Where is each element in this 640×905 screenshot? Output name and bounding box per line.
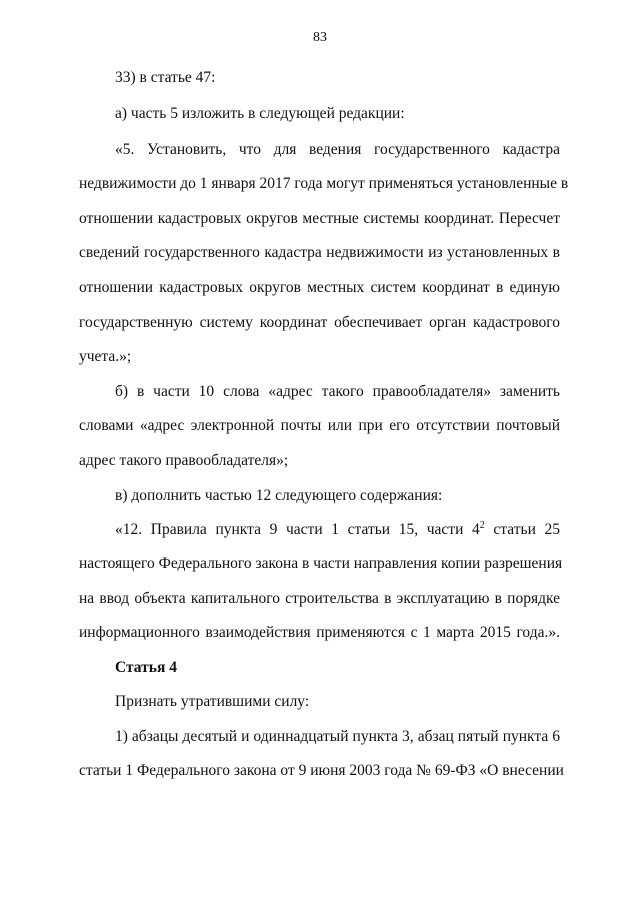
subitem-b-line: адрес такого правообладателя»; <box>79 452 289 469</box>
paragraph-line: отношении кадастровых округов местных систем координат в единую <box>79 279 560 296</box>
paragraph-line: настоящего Федерального закона в части направления копии разрешения <box>79 555 563 572</box>
paragraph-line: учета.»; <box>79 348 132 365</box>
line-text-after: статьи 25 <box>484 521 560 538</box>
list-item-33: 33) в статье 47: <box>115 69 216 86</box>
paragraph-line: информационного взаимодействия применяются с 1 марта 2015 года.». <box>79 624 560 641</box>
paragraph-line: 1) абзацы десятый и одиннадцатый пункта 3, абзац пятый пункта 6 <box>115 728 560 745</box>
subitem-b-line: словами «адрес электронной почты или при его отсутствии почтовый <box>79 417 560 434</box>
paragraph-line: на ввод объекта капитального строительства в эксплуатацию в порядке <box>79 590 560 607</box>
paragraph-line: сведений государственного кадастра недвижимости из установленных в <box>79 244 560 261</box>
subitem-b-line: б) в части 10 слова «адрес такого правообладателя» заменить <box>115 383 560 400</box>
paragraph-line-with-superscript <box>115 520 560 540</box>
line-text-before: «12. Правила пункта 9 части 1 статьи 15, части 4 <box>115 521 480 538</box>
paragraph-line: «5. Установить, что для ведения государственного кадастра <box>115 141 560 158</box>
subitem-a-heading: а) часть 5 изложить в следующей редакции: <box>115 105 405 122</box>
paragraph-line: недвижимости до 1 января 2017 года могут применяться установленные в <box>79 175 569 192</box>
paragraph-line: отношении кадастровых округов местные системы координат. Пересчет <box>79 210 560 227</box>
subitem-v-heading: в) дополнить частью 12 следующего содержания: <box>115 487 443 504</box>
article-heading: Статья 4 <box>115 659 177 676</box>
paragraph-line: Признать утратившими силу: <box>115 693 310 710</box>
paragraph-line: статьи 1 Федерального закона от 9 июня 2003 года № 69-ФЗ «О внесении <box>79 762 564 779</box>
page-number: 83 <box>313 30 327 45</box>
paragraph-line: государственную систему координат обеспечивает орган кадастрового <box>79 314 560 331</box>
superscript: 2 <box>479 519 485 531</box>
